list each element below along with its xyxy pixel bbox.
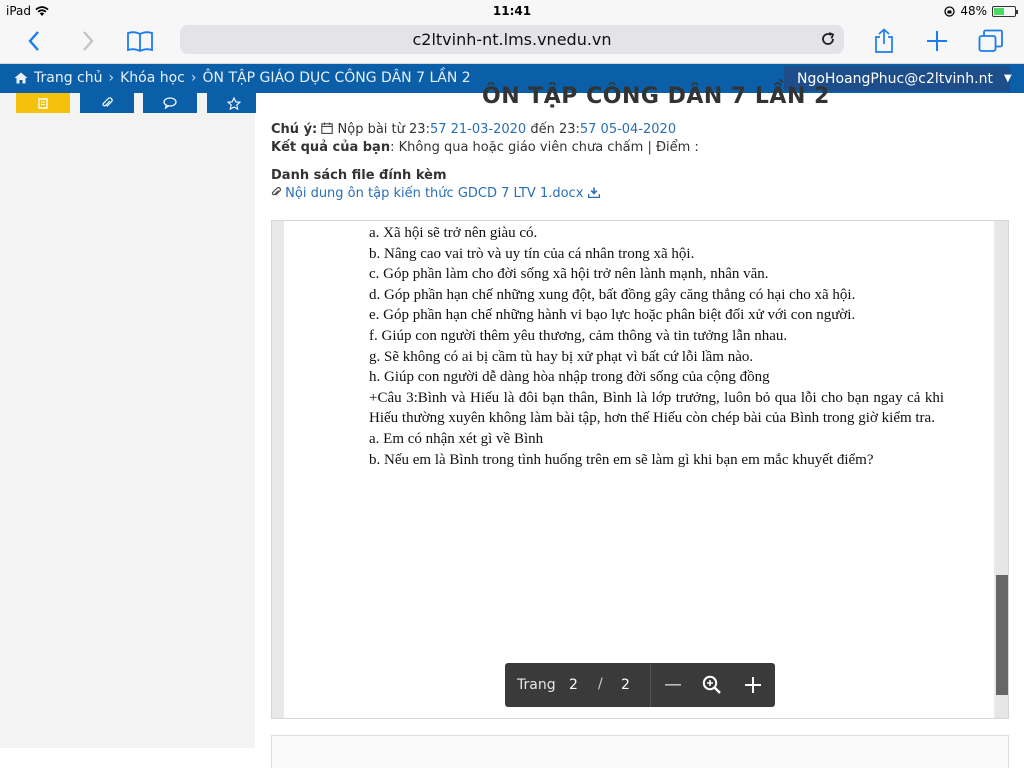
end-time: 57 05-04-2020 [579, 122, 677, 137]
document-page [284, 221, 994, 718]
sidebar-tab-favorite[interactable] [207, 93, 261, 113]
forward-button[interactable] [72, 26, 104, 56]
tabs-button[interactable] [975, 26, 1007, 56]
breadcrumb-courses[interactable]: Khóa học [120, 70, 185, 86]
submit-text: Nộp bài từ 23: [337, 122, 430, 137]
status-bar [0, 0, 1024, 22]
bottom-panel [271, 735, 1009, 768]
share-button[interactable] [868, 26, 900, 56]
star-icon [227, 97, 241, 110]
page-controls [505, 663, 775, 707]
download-icon[interactable] [588, 187, 600, 198]
sidebar-tab-comments[interactable] [143, 93, 197, 113]
battery-icon [992, 6, 1016, 17]
book-icon [126, 30, 154, 52]
zoom-in-button[interactable] [738, 670, 768, 700]
address-bar[interactable] [180, 25, 844, 54]
zoom-out-button[interactable] [658, 670, 688, 700]
sidebar [0, 93, 255, 748]
paperclip-icon [271, 187, 281, 198]
breadcrumb-current[interactable]: ÔN TẬP GIÁO DỤC CÔNG DÂN 7 LẦN 2 [202, 70, 471, 86]
chevron-right-icon: › [190, 70, 197, 86]
user-name: NgoHoangPhuc@c2ltvinh.nt [797, 70, 993, 87]
start-time: 57 21-03-2020 [429, 122, 527, 137]
notebook-icon [37, 98, 49, 109]
device-label: iPad [6, 4, 32, 18]
sidebar-tab-notebook[interactable] [16, 93, 70, 113]
attachment-link[interactable] [271, 186, 600, 201]
bookmarks-button[interactable] [122, 26, 158, 56]
viewer-scroll-thumb[interactable] [996, 575, 1008, 695]
chevron-right-icon [81, 30, 95, 52]
orientation-lock-icon [944, 6, 955, 17]
page-title: ÔN TẬP CÔNG DÂN 7 LẦN 2 [482, 84, 830, 109]
plus-icon [926, 30, 948, 52]
attachments-heading: Danh sách file đính kèm [271, 168, 447, 183]
share-icon [873, 28, 895, 54]
to-text: đến 23: [530, 122, 580, 137]
back-button[interactable] [18, 26, 50, 56]
url-text: c2ltvinh-nt.lms.vnedu.vn [412, 30, 612, 49]
doc-line: d. Góp phần hạn chế những xung đột, bất đồng gây căng thẳng có hại cho xã hội. [369, 286, 856, 303]
paperclip-icon [101, 97, 113, 109]
breadcrumb [14, 70, 471, 86]
current-page[interactable]: 2 [569, 677, 578, 693]
attachment-name[interactable]: Nội dung ôn tập kiến thức GDCD 7 LTV 1.docx [285, 186, 584, 201]
breadcrumb-home[interactable]: Trang chủ [34, 70, 103, 86]
result-label: Kết quả của bạn [271, 140, 391, 155]
doc-line: c. Góp phần làm cho đời sống xã hội trở nên lành mạnh, nhân văn. [369, 266, 769, 283]
minus-icon [665, 684, 681, 686]
chevron-left-icon [27, 30, 41, 52]
question-3: +Câu 3:Bình và Hiếu là đôi bạn thân, Bình là lớp trưởng, luôn bỏ qua lỗi cho bạn ngay cả khi Hiếu thường xuyên không làm bài tập, hơn thế Hiếu còn chép bài của Bình trong giờ kiểm tra. [369, 389, 944, 427]
note-label: Chú ý: [271, 122, 318, 137]
question-3a: a. Em có nhận xét gì về Bình [369, 430, 544, 447]
page-label: Trang [517, 677, 556, 693]
result-value: : Không qua hoặc giáo viên chưa chấm | Điểm : [390, 140, 699, 155]
doc-line: g. Sẽ không có ai bị cầm tù hay bị xử phạt vì bất cứ lỗi lầm nào. [369, 348, 754, 365]
tabs-icon [978, 29, 1004, 53]
pager-divider [650, 663, 651, 707]
page-separator: / [598, 676, 603, 692]
sidebar-tab-attachments[interactable] [80, 93, 134, 113]
zoom-in-icon [702, 675, 722, 695]
comment-icon [163, 97, 177, 109]
reload-icon[interactable] [820, 31, 836, 47]
chevron-right-icon: › [108, 70, 115, 86]
calendar-icon [321, 122, 333, 134]
doc-line: b. Nâng cao vai trò và uy tín của cá nhân trong xã hội. [369, 245, 695, 262]
total-pages: 2 [621, 677, 630, 693]
clock: 11:41 [492, 4, 532, 18]
submission-window [271, 122, 676, 137]
plus-icon [745, 677, 761, 693]
caret-down-icon: ▼ [1003, 73, 1012, 84]
doc-line: f. Giúp con người thêm yêu thương, cảm thông và tin tưởng lẫn nhau. [369, 327, 788, 344]
new-tab-button[interactable] [921, 26, 953, 56]
zoom-button[interactable] [697, 670, 727, 700]
browser-toolbar [0, 22, 1024, 64]
result-line [271, 140, 699, 155]
doc-line: e. Góp phần hạn chế những hành vi bạo lực hoặc phân biệt đối xử với con người. [369, 307, 856, 324]
doc-line: a. Xã hội sẽ trở nên giàu có. [369, 225, 538, 241]
battery-percent: 48% [960, 4, 987, 18]
doc-line: h. Giúp con người dễ dàng hòa nhập trong đời sống của cộng đồng [369, 369, 770, 386]
question-3b: b. Nếu em là Bình trong tình huống trên em sẽ làm gì khi bạn em mắc khuyết điểm? [369, 451, 874, 468]
document-text [369, 223, 944, 470]
home-icon [14, 72, 28, 84]
